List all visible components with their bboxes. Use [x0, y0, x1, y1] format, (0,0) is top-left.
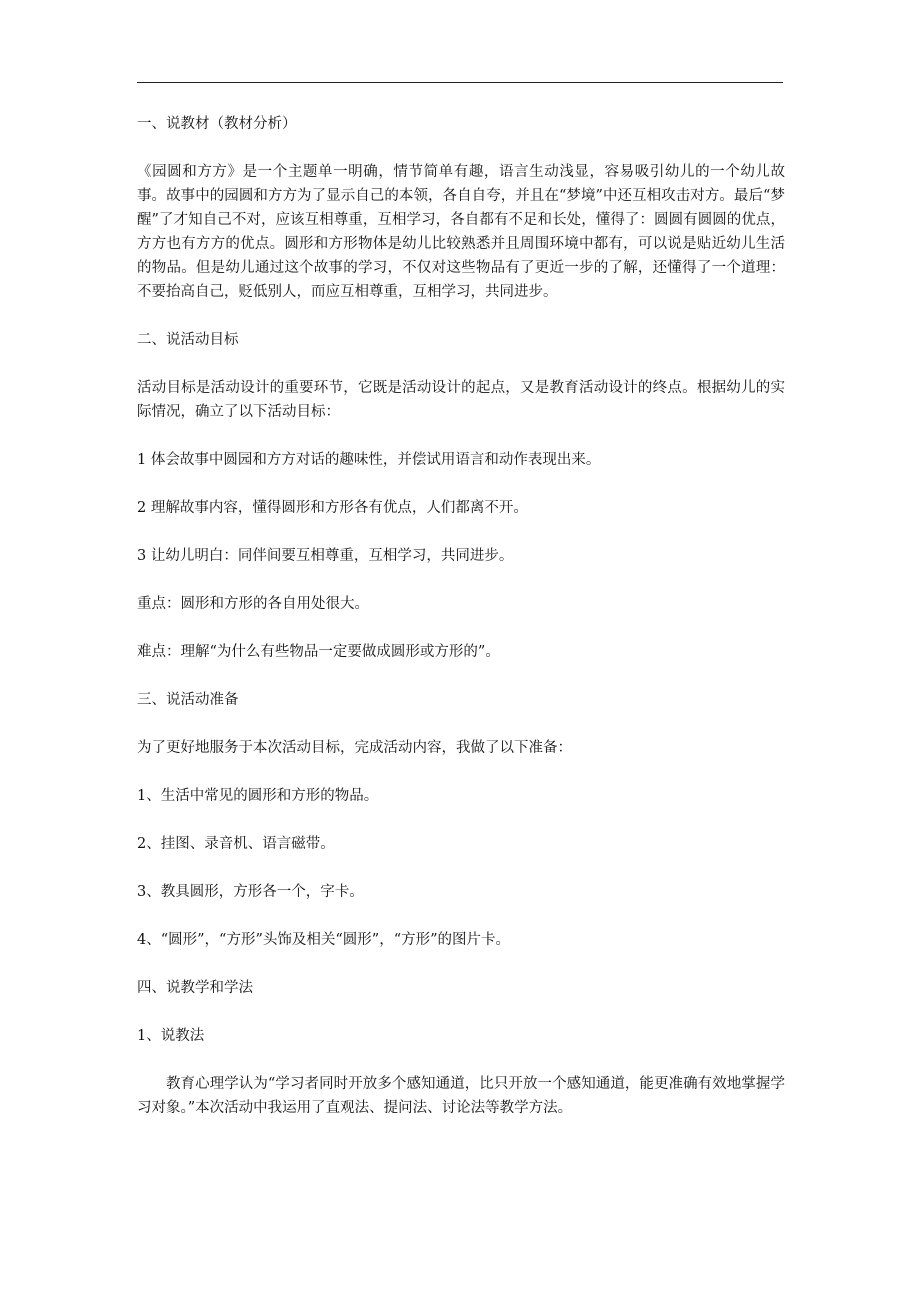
subsection-heading: 1、说教法: [137, 1028, 205, 1044]
section-heading: 一、说教材（教材分析）: [137, 116, 297, 132]
body-paragraph: 活动目标是活动设计的重要环节，它既是活动设计的起点，又是教育活动设计的终点。根据幼儿的实际情况，确立了以下活动目标：: [137, 380, 785, 420]
section-heading: 二、说活动目标: [137, 332, 239, 348]
body-paragraph: 为了更好地服务于本次活动目标，完成活动内容，我做了以下准备：: [137, 740, 572, 756]
difficult-point: 难点：理解“为什么有些物品一定要做成圆形或方形的”。: [137, 644, 500, 660]
list-item: 1、生活中常见的圆形和方形的物品。: [137, 788, 379, 804]
list-item: 2、挂图、录音机、语言磁带。: [137, 836, 335, 852]
document-body: [137, 112, 785, 1144]
header-rule: [137, 82, 783, 83]
list-item: 4、“圆形”，“方形”头饰及相关“圆形”，“方形”的图片卡。: [137, 932, 511, 948]
body-paragraph: 教育心理学认为“学习者同时开放多个感知通道，比只开放一个感知通道，能更准确有效地掌握学习对象。”本次活动中我运用了直观法、提问法、讨论法等教学方法。: [137, 1076, 785, 1116]
section-heading: 三、说活动准备: [137, 692, 239, 708]
body-paragraph: 《园圆和方方》是一个主题单一明确，情节简单有趣，语言生动浅显，容易吸引幼儿的一个幼儿故事。故事中的园圆和方方为了显示自己的本领，各自自夸，并且在“梦境”中还互相攻击对方。最后“梦醒”了才知自己不对，应该互相尊重，互相学习，各自都有不足和长处，懂得了：圆圆有圆圆的优点，方方也有方方的优点。圆形和方形物体是幼儿比较熟悉并且周围环境中都有，可以说是贴近幼儿生活的物品。但是幼儿通过这个故事的学习，不仅对这些物品有了更近一步的了解，还懂得了一个道理：不要抬高自己，贬低别人，而应互相尊重，互相学习，共同进步。: [137, 164, 785, 300]
list-item: 1 体会故事中圆园和方方对话的趣味性，并偿试用语言和动作表现出来。: [137, 452, 601, 468]
key-point: 重点：圆形和方形的各自用处很大。: [137, 596, 369, 612]
section-heading: 四、说教学和学法: [137, 980, 253, 996]
list-item: 3 让幼儿明白：同伴间要互相尊重，互相学习，共同进步。: [137, 548, 514, 564]
list-item: 3、教具圆形，方形各一个，字卡。: [137, 884, 364, 900]
list-item: 2 理解故事内容，懂得圆形和方形各有优点，人们都离不开。: [137, 500, 528, 516]
